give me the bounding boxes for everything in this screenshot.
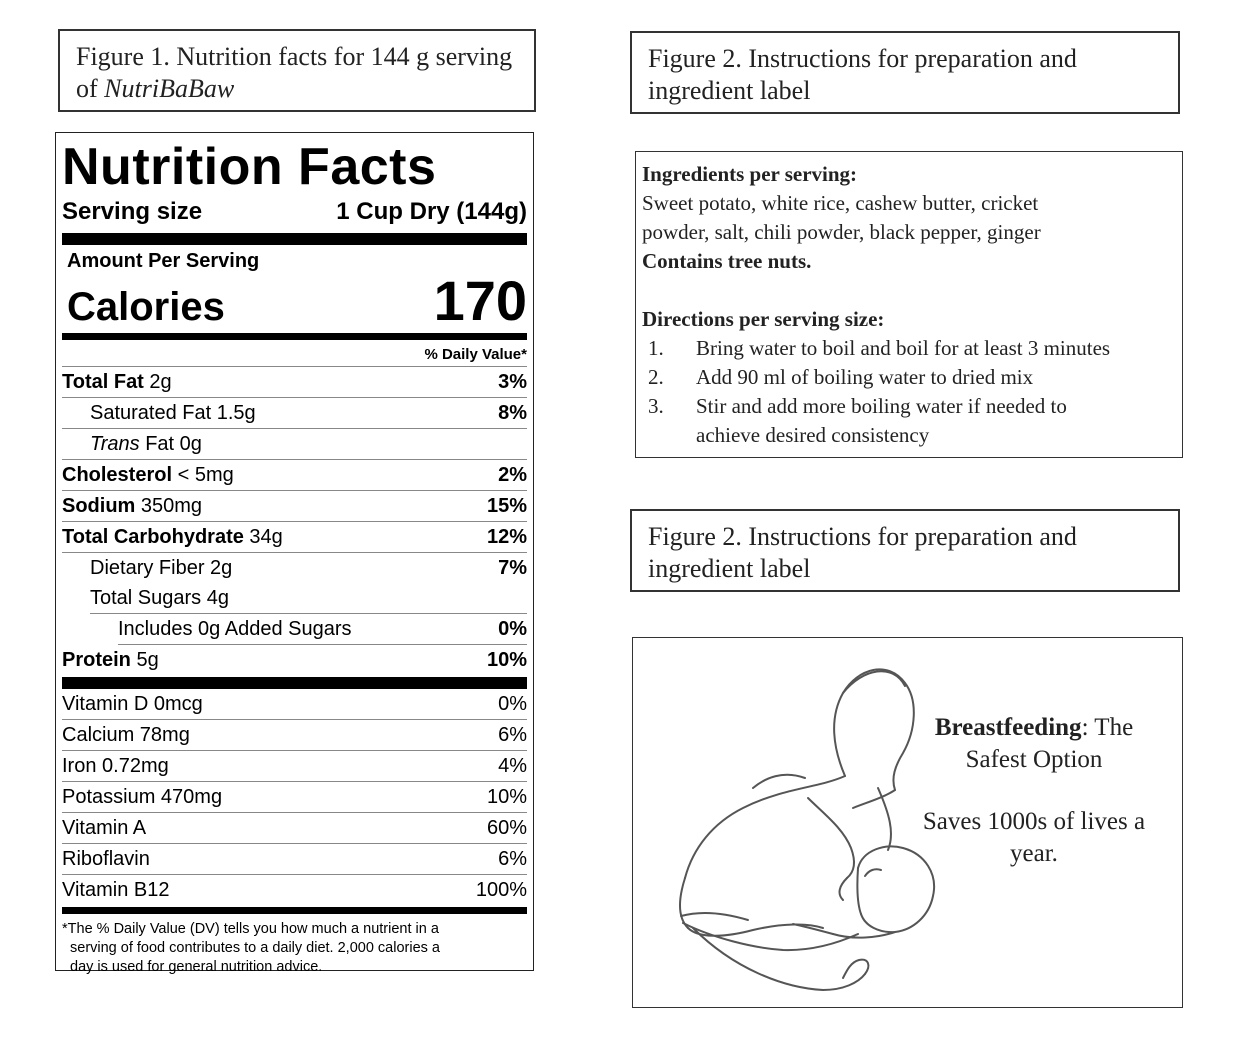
vitamin-row-calcium xyxy=(62,720,527,751)
vitamin-dv: 4% xyxy=(498,754,527,777)
vitamin-row-potassium xyxy=(62,782,527,813)
nutrient-row-dietary-fiber xyxy=(62,553,527,583)
vitamin-dv: 60% xyxy=(486,816,527,839)
calories-value: 170 xyxy=(433,269,527,332)
vitamin-dv: 6% xyxy=(498,723,527,746)
medium-divider xyxy=(62,907,527,914)
calories-row xyxy=(67,269,527,332)
vitamin-dv: 0% xyxy=(498,692,527,715)
nutrient-dv: 15% xyxy=(486,494,527,517)
vitamin-row-vitamin-d xyxy=(62,689,527,720)
nutrient-name: Total Sugars 4g xyxy=(90,586,229,609)
daily-value-header: % Daily Value* xyxy=(62,340,527,367)
footnote-line: day is used for general nutrition advice. xyxy=(70,959,323,975)
serving-size-label: Serving size xyxy=(62,198,203,225)
nutrient-dv: 10% xyxy=(486,648,527,671)
nutrient-row-total-carbohydrate xyxy=(62,522,527,553)
vitamin-row-iron xyxy=(62,751,527,782)
nutrient-name: Protein xyxy=(62,648,131,671)
vitamin-name: Iron 0.72mg xyxy=(62,754,169,777)
nutrient-dv: 3% xyxy=(498,370,527,393)
figure2-caption: Figure 2. Instructions for preparation and ingredient label xyxy=(630,31,1180,114)
step-number: 3. xyxy=(648,394,664,418)
nutrient-dv: 0% xyxy=(498,617,527,640)
nutrient-row-protein xyxy=(62,645,527,675)
nutrient-amount: 350mg xyxy=(135,494,203,517)
nutrient-row-saturated-fat xyxy=(62,398,527,429)
figure1-caption-text: Figure 1. Nutrition facts for 144 g serving of xyxy=(76,42,513,103)
vitamin-row-riboflavin xyxy=(62,844,527,875)
breastfeeding-message xyxy=(903,712,1165,870)
nutrient-dv: 7% xyxy=(498,556,527,579)
nutrition-title: Nutrition Facts xyxy=(62,138,437,196)
product-name: NutriBaBaw xyxy=(104,74,235,103)
vitamin-dv: 6% xyxy=(498,847,527,870)
directions-heading: Directions per serving size: xyxy=(642,307,885,331)
nutrient-row-total-sugars xyxy=(90,583,527,614)
figure1-caption xyxy=(58,29,536,112)
nutrient-name: Total Carbohydrate xyxy=(62,525,244,548)
nutrient-row-trans-fat xyxy=(62,429,527,460)
direction-step xyxy=(642,392,1176,450)
step-number: 1. xyxy=(648,336,664,360)
directions-list xyxy=(642,334,1176,450)
vitamin-name: Potassium 470mg xyxy=(62,785,223,808)
step-text xyxy=(696,392,1067,450)
nutrient-amount: 34g xyxy=(243,525,283,548)
direction-step xyxy=(642,334,1176,363)
breastfeeding-claim-line: year. xyxy=(1010,840,1058,867)
step-text-line: Stir and add more boiling water if needed to xyxy=(696,394,1067,418)
nutrient-dv: 8% xyxy=(498,401,527,424)
step-text: Add 90 ml of boiling water to dried mix xyxy=(696,365,1034,389)
daily-value-footnote xyxy=(62,914,527,977)
nutrient-dv: 2% xyxy=(498,463,527,486)
thick-divider xyxy=(62,233,527,245)
serving-size-row xyxy=(62,197,527,227)
figure2-caption-repeat: Figure 2. Instructions for preparation and ingredient label xyxy=(630,509,1180,592)
nutrient-row-total-fat xyxy=(62,367,527,398)
vitamin-row-vitamin-b12 xyxy=(62,875,527,905)
nutrient-amount: 5g xyxy=(130,648,159,671)
nutrient-name: Saturated Fat 1.5g xyxy=(90,401,256,424)
ingredients-line: Sweet potato, white rice, cashew butter, cricket xyxy=(642,191,1039,215)
nutrient-name-italic: Trans xyxy=(90,432,140,455)
footnote-line: serving of food contributes to a daily diet. 2,000 calories a xyxy=(70,940,440,956)
nutrient-amount: 2g xyxy=(143,370,172,393)
serving-size-value: 1 Cup Dry (144g) xyxy=(336,198,527,225)
breastfeeding-subtitle: Safest Option xyxy=(965,746,1103,773)
nutrient-row-sodium xyxy=(62,491,527,522)
thick-divider xyxy=(62,677,527,689)
ingredient-label xyxy=(635,151,1183,458)
step-text-line: achieve desired consistency xyxy=(696,423,930,447)
nutrient-name: Includes 0g Added Sugars xyxy=(118,617,352,640)
nutrient-name: Cholesterol xyxy=(62,463,173,486)
medium-divider xyxy=(62,333,527,340)
vitamin-dv: 10% xyxy=(486,785,527,808)
nutrient-row-cholesterol xyxy=(62,460,527,491)
footnote-line: *The % Daily Value (DV) tells you how much a nutrient in a xyxy=(62,921,439,937)
calories-label: Calories xyxy=(67,285,225,329)
nutrient-dv: 12% xyxy=(486,525,527,548)
vitamin-name: Calcium 78mg xyxy=(62,723,190,746)
ingredients-heading: Ingredients per serving: xyxy=(642,162,858,186)
step-text: Bring water to boil and boil for at least 3 minutes xyxy=(696,336,1111,360)
breastfeeding-claim-line: Saves 1000s of lives a xyxy=(922,808,1146,835)
breastfeeding-heading: Breastfeeding xyxy=(934,714,1082,741)
nutrient-name: Total Fat xyxy=(62,370,144,393)
nutrient-row-added-sugars xyxy=(118,614,527,645)
breastfeeding-poster xyxy=(632,637,1183,1008)
step-number: 2. xyxy=(648,365,664,389)
vitamin-row-vitamin-a xyxy=(62,813,527,844)
nutrition-facts-label xyxy=(55,132,534,975)
allergen-warning: Contains tree nuts. xyxy=(642,249,812,273)
vitamin-name: Vitamin B12 xyxy=(62,878,170,901)
vitamin-dv: 100% xyxy=(475,878,527,901)
vitamin-name: Vitamin A xyxy=(62,816,147,839)
breastfeeding-heading-rest: : The xyxy=(1081,714,1134,741)
ingredients-line: powder, salt, chili powder, black pepper, ginger xyxy=(642,220,1041,244)
amount-per-serving: Amount Per Serving xyxy=(67,250,260,272)
nutrient-name: Dietary Fiber 2g xyxy=(90,556,233,579)
nutrient-name: Fat 0g xyxy=(139,432,202,455)
vitamin-name: Vitamin D 0mcg xyxy=(62,692,203,715)
nutrient-amount: < 5mg xyxy=(172,463,234,486)
vitamin-name: Riboflavin xyxy=(62,847,150,870)
direction-step xyxy=(642,363,1176,392)
nutrient-name: Sodium xyxy=(62,494,136,517)
